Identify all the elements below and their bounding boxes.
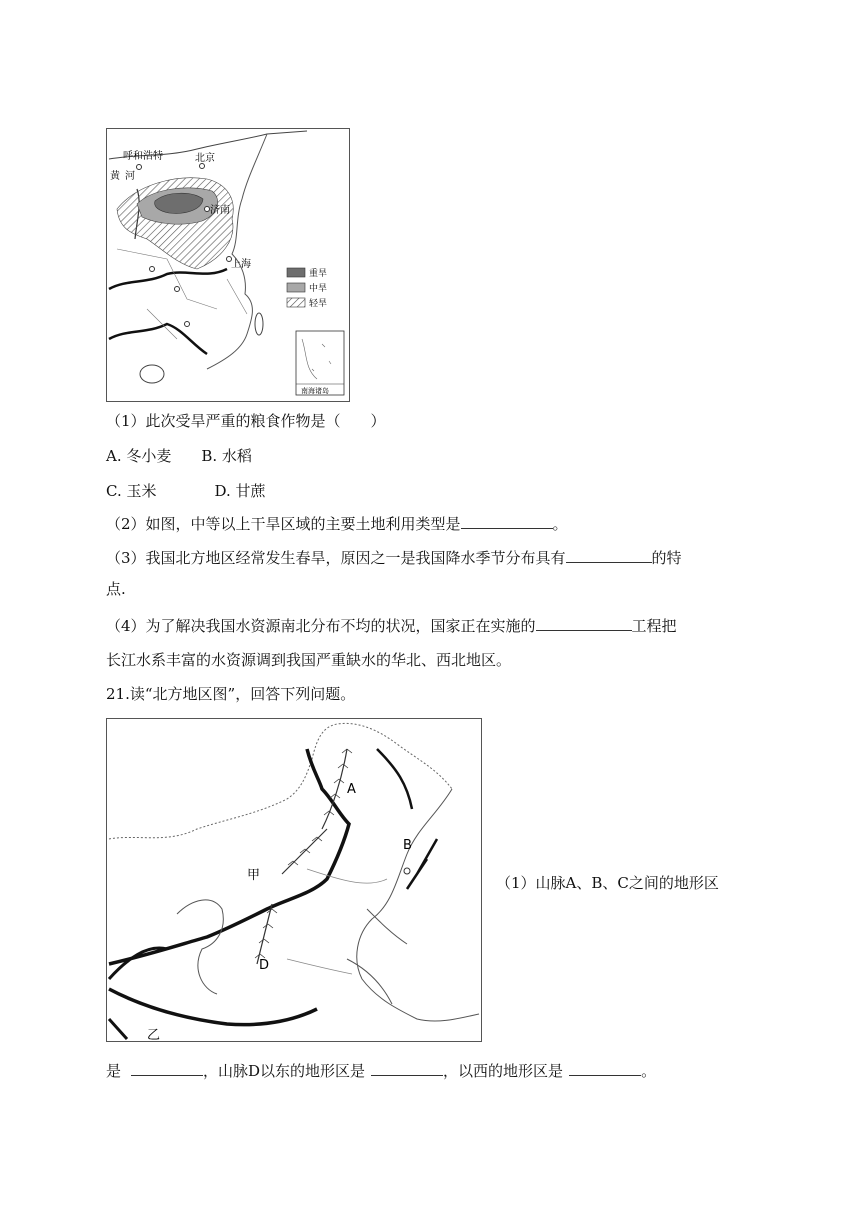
coastline-map2 (357, 789, 479, 1021)
city-dot-hohhot (137, 165, 142, 170)
drought-map (106, 128, 350, 402)
q21-1-mid2: ，以西的地形区是 (443, 1062, 564, 1080)
question-4-cont: 长江水系丰富的水资源调到我国严重缺水的华北、西北地区。 (106, 651, 512, 669)
label-yellow-river-1: 黄 (110, 171, 120, 182)
option-row-cd (106, 480, 266, 502)
city-dot-jinan (205, 207, 210, 212)
option-b: B. 水稻 (201, 447, 252, 465)
option-d: D. 甘蔗 (214, 482, 266, 500)
answer-blank-q2[interactable] (461, 514, 553, 529)
legend-label-light: 轻旱 (309, 299, 328, 309)
boundary-line-2 (109, 324, 207, 354)
answer-blank-21-1a[interactable] (131, 1061, 203, 1076)
label-mountain-d: D (259, 958, 270, 973)
question-21: 21.读“北方地区图”，回答下列问题。 (106, 685, 356, 703)
question-2-end: 。 (552, 515, 568, 533)
label-yellow-river-2: 河 (125, 171, 135, 182)
label-hohhot: 呼和浩特 (123, 151, 163, 162)
city-dot (185, 322, 190, 327)
label-mountain-a: A (347, 782, 356, 797)
question-21-1-side: （1）山脉A、B、C之间的地形区 (496, 874, 719, 892)
label-beijing: 北京 (195, 153, 215, 164)
city-dot (150, 267, 155, 272)
answer-blank-q4[interactable] (536, 616, 632, 631)
legend-swatch-medium (287, 283, 305, 292)
legend-swatch-light (287, 298, 305, 307)
north-region-map (106, 718, 482, 1042)
provincial-lines-map2 (287, 869, 387, 974)
q21-1-end: 。 (641, 1062, 657, 1080)
answer-blank-q3[interactable] (566, 548, 652, 563)
question-3-cont: 点. (106, 580, 126, 598)
question-3-text: （3）我国北方地区经常发生春旱，原因之一是我国降水季节分布具有 (106, 549, 566, 567)
drought-map-svg (107, 129, 349, 401)
question-2 (106, 513, 568, 535)
legend-label-severe: 重旱 (309, 269, 328, 279)
option-c: C. 玉米 (106, 482, 157, 500)
south-china-sea-inset (296, 331, 344, 395)
hainan-island (140, 365, 164, 383)
question-2-text: （2）如图，中等以上干旱区域的主要土地利用类型是 (106, 515, 461, 533)
question-3-end: 的特 (651, 549, 682, 567)
question-4-end: 工程把 (631, 617, 677, 635)
taiwan-island (255, 313, 263, 335)
river-lines (177, 900, 407, 1004)
south-boundary (109, 989, 317, 1025)
option-row-ab (106, 445, 252, 467)
label-yi: 乙 (147, 1028, 161, 1041)
legend-swatch-severe (287, 268, 305, 277)
question-4-text: （4）为了解决我国水资源南北分布不均的状况，国家正在实施的 (106, 617, 536, 635)
label-jinan: 济南 (210, 205, 230, 216)
q21-1-prefix: 是 (106, 1062, 122, 1080)
legend-label-medium: 中旱 (309, 284, 328, 294)
question-21-1-line (106, 1060, 656, 1082)
label-jia: 甲 (247, 868, 261, 883)
north-region-map-svg (107, 719, 481, 1041)
mountain-ticks-d (255, 909, 277, 958)
mountain-range-b (377, 749, 412, 809)
national-border (109, 723, 452, 839)
label-mountain-b: B (403, 838, 412, 853)
city-dot-beijing (200, 164, 205, 169)
question-1: （1）此次受旱严重的粮食作物是（ ） (106, 412, 386, 430)
answer-blank-21-1c[interactable] (569, 1061, 641, 1076)
question-4 (106, 615, 677, 637)
boundary-line-1 (109, 269, 227, 289)
q21-1-mid: ，山脉D以东的地形区是 (203, 1062, 366, 1080)
label-inset: 南海诸岛 (301, 387, 329, 395)
question-3 (106, 547, 682, 569)
city-dot (175, 287, 180, 292)
answer-blank-21-1b[interactable] (371, 1061, 443, 1076)
label-shanghai: 上海 (231, 259, 251, 270)
option-a: A. 冬小麦 (106, 447, 172, 465)
north-region-boundary (109, 749, 349, 964)
city-dot-map2 (404, 868, 410, 874)
